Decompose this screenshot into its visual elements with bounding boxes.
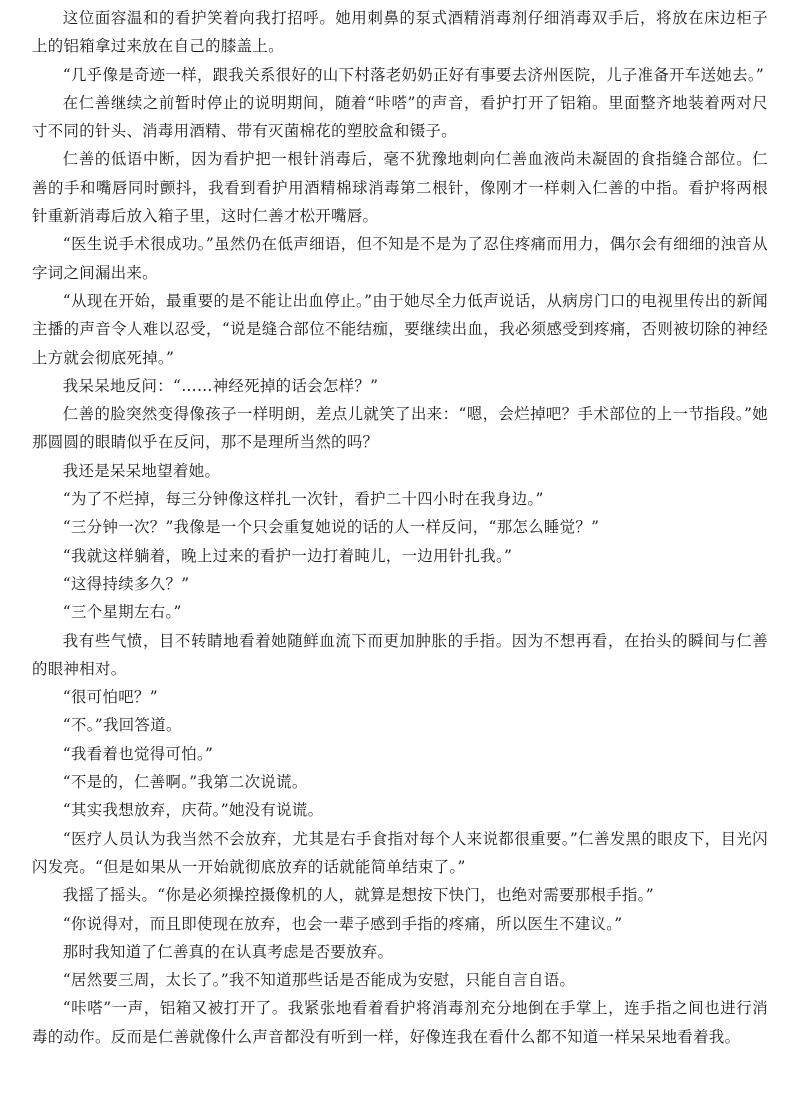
paragraph: 我呆呆地反问：“……神经死掉的话会怎样？” [62, 376, 379, 395]
paragraph: “医疗人员认为我当然不会放弃，尤其是右手食指对每个人来说都很重要。”仁善发黑的眼皮下，目光闪闪发亮。“但是如果从一开始就彻底放弃的话就能简单结束了。” [32, 829, 768, 876]
paragraph: “从现在开始，最重要的是不能让出血停止。”由于她尽全力低声说话，从病房门口的电视里传出的新闻主播的声音令人难以忍受，“说是缝合部位不能结痂，要继续出血，我必须感受到疼痛，否则被切除的神经上方就会彻底死掉。” [32, 291, 768, 367]
paragraph: 在仁善继续之前暂时停止的说明期间，随着“咔嗒”的声音，看护打开了铝箱。里面整齐地装着两对尺寸不同的针头、消毒用酒精、带有灭菌棉花的塑胶盒和镊子。 [32, 93, 768, 141]
paragraph: “三个星期左右。” [62, 603, 182, 622]
paragraph: 那时我知道了仁善真的在认真考虑是否要放弃。 [62, 942, 394, 961]
paragraph: “很可怕吧？” [62, 688, 158, 707]
paragraph: “你说得对，而且即使现在放弃，也会一辈子感到手指的疼痛，所以医生不建议。” [62, 914, 623, 933]
paragraph: “这得持续多久？” [62, 574, 190, 593]
paragraph: “医生说手术很成功。”虽然仍在低声细语，但不知是不是为了忍住疼痛而用力，偶尔会有细细的浊音从字词之间漏出来。 [32, 235, 768, 282]
paragraph: 这位面容温和的看护笑着向我打招呼。她用刺鼻的泵式酒精消毒剂仔细消毒双手后，将放在床边柜子上的铝箱拿过来放在自己的膝盖上。 [32, 9, 768, 56]
paragraph: “不是的，仁善啊。”我第二次说谎。 [62, 773, 308, 792]
paragraph: “不。”我回答道。 [62, 716, 182, 735]
paragraph: 仁善的低语中断，因为看护把一根针消毒后，毫不犹豫地刺向仁善血液尚未凝固的食指缝合部位。仁善的手和嘴唇同时颤抖，我看到看护用酒精棉球消毒第二根针，像刚才一样刺入仁善的中指。看护将两根针重新消毒后放入箱子里，这时仁善才松开嘴唇。 [32, 150, 768, 226]
paragraph: 我还是呆呆地望着她。 [62, 461, 221, 480]
paragraph: 我有些气愤，目不转睛地看着她随鲜血流下而更加肿胀的手指。因为不想再看，在抬头的瞬间与仁善的眼神相对。 [32, 631, 768, 678]
paragraph: “居然要三周，太长了。”我不知道那些话是否能成为安慰，只能自言自语。 [62, 971, 576, 990]
paragraph: “我就这样躺着，晚上过来的看护一边打着盹儿，一边用针扎我。” [62, 546, 513, 565]
paragraph: “几乎像是奇迹一样，跟我关系很好的山下村落老奶奶正好有事要去济州医院，儿子准备开车送她去。” [62, 65, 765, 84]
paragraph: “咔嗒”一声，铝箱又被打开了。我紧张地看着看护将消毒剂充分地倒在手掌上，连手指之间也进行消毒的动作。反而是仁善就像什么声音都没有听到一样，好像连我在看什么都不知道一样呆呆地看着我。 [32, 999, 768, 1046]
paragraph: “为了不烂掉，每三分钟像这样扎一次针，看护二十四小时在我身边。” [62, 490, 544, 509]
paragraph: “三分钟一次？”我像是一个只会重复她说的话的人一样反问，“那怎么睡觉？” [62, 518, 600, 537]
paragraph: 仁善的脸突然变得像孩子一样明朗，差点儿就笑了出来：“嗯，会烂掉吧？手术部位的上一节指段。”她那圆圆的眼睛似乎在反问，那不是理所当然的吗？ [32, 405, 768, 452]
paragraph: “其实我想放弃，庆荷。”她没有说谎。 [62, 801, 324, 820]
paragraph: 我摇了摇头。“你是必须操控摄像机的人，就算是想按下快门，也绝对需要那根手指。” [62, 886, 654, 905]
paragraph: “我看着也觉得可怕。” [62, 744, 214, 763]
